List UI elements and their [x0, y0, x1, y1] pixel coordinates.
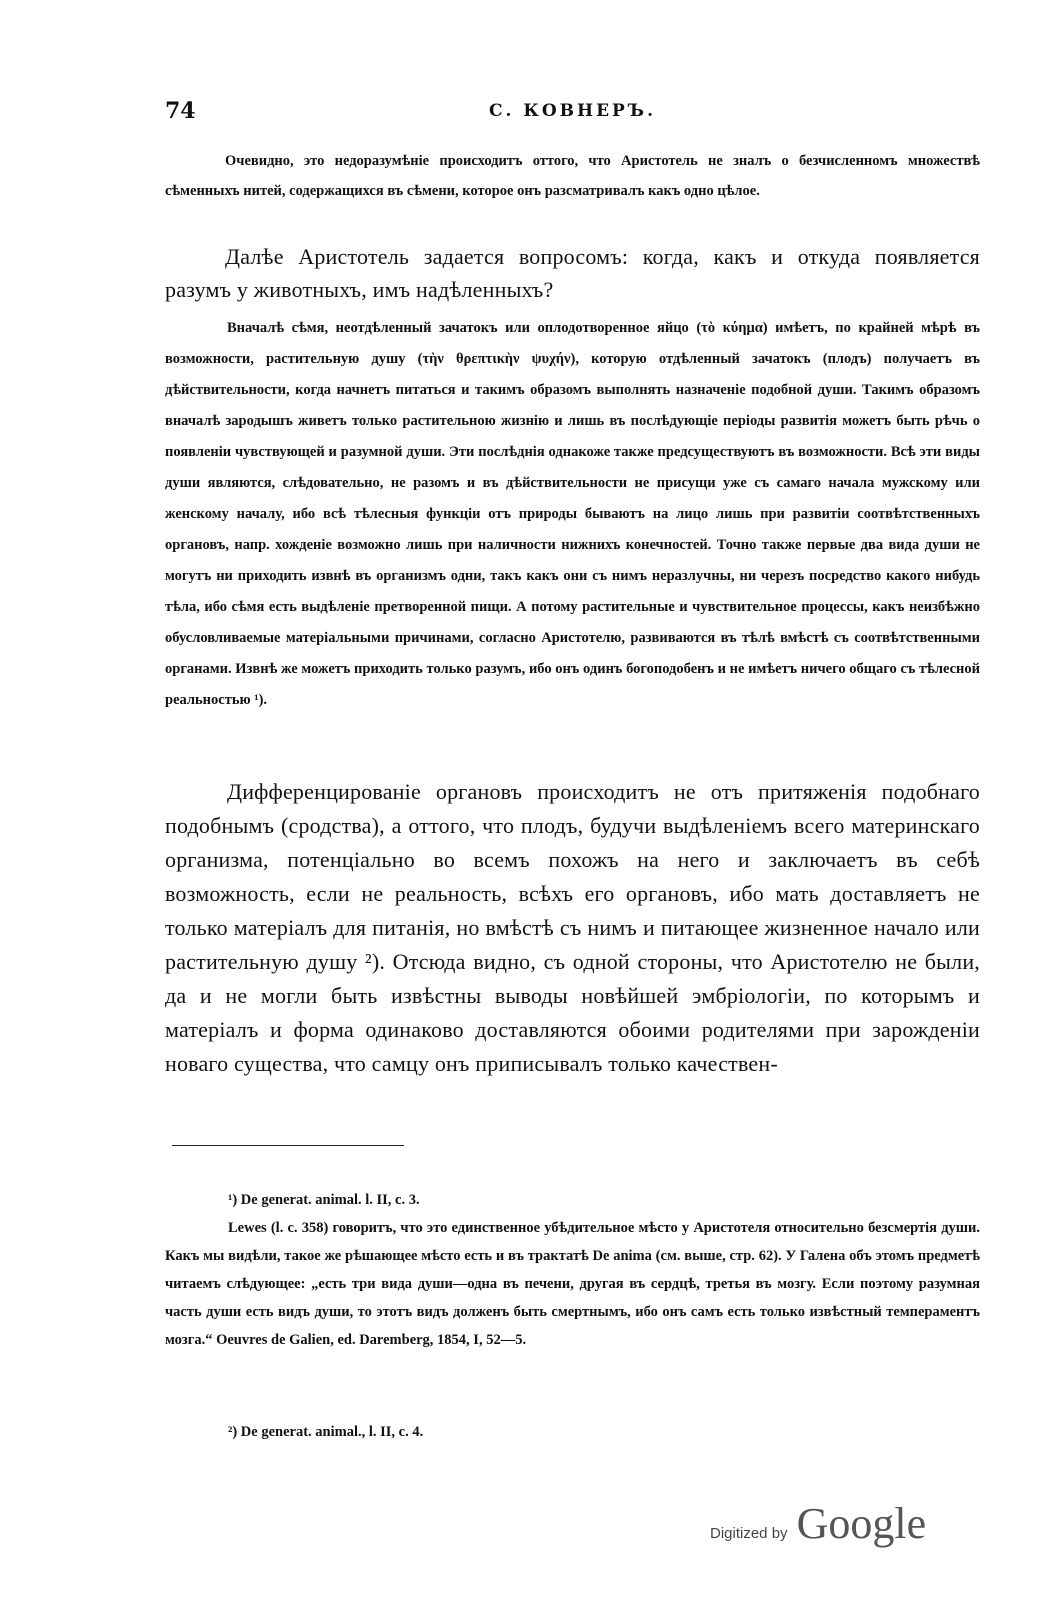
paragraph-soul-development: Вначалѣ сѣмя, неотдѣленный зачатокъ или оплодотворенное яйцо (τὸ κύημα) имѣетъ, по крайней мѣрѣ въ возможности, растительную душу (τὴν θρεπτικὴν ψυχήν), которую отдѣленный зачатокъ (плодъ) получаетъ въ дѣйствительности, когда начнетъ питаться и такимъ образомъ выполнять назначеніе подобной души. Такимъ образомъ вначалѣ зародышъ живетъ только растительною жизнію и лишь въ послѣдующіе періоды развитія можетъ быть рѣчь о появленіи чувствующей и разумной души. Эти послѣднія однакоже также предсуществуютъ въ возможности. Всѣ эти виды души являются, слѣдовательно, не разомъ и въ дѣйствительности не присущи уже съ самаго начала мужскому или женскому началу, ибо всѣ тѣлесныя функціи отъ природы бываютъ на лицо лишь при развитіи соотвѣтственныхъ органовъ, напр. хожденіе возможно лишь при наличности нижнихъ конечностей. Точно также первые два вида души не могутъ ни приходить извнѣ въ организмъ одни, такъ какъ они съ нимъ неразлучны, ни черезъ посредство какого нибудь тѣла, ибо сѣмя есть выдѣленіе претворенной пищи. А потому растительные и чувствительное процессы, какъ неизбѣжно обусловливаемые матеріальными причинами, согласно Аристотелю, развиваются въ тѣлѣ вмѣстѣ съ соотвѣтственными органами. Извнѣ же можетъ приходить только разумъ, ибо онъ одинъ богоподобенъ и не имѣетъ ничего общаго съ тѣлесной реальностью ¹).	[165, 320, 980, 708]
running-head	[165, 98, 980, 128]
paragraph-question: Далѣе Аристотель задается вопросомъ: когда, какъ и откуда появляется разумъ у животныхъ, имъ надѣленныхъ?	[165, 244, 980, 302]
google-logo: Google	[796, 1499, 927, 1548]
digitized-label: Digitized by	[710, 1525, 788, 1542]
footnote-2: ²) De generat. animal., l. II, c. 4.	[228, 1424, 424, 1440]
running-title: С. КОВНЕРЪ.	[489, 101, 656, 121]
paragraph-differentiation: Дифференцированіе органовъ происходитъ не отъ притяженія подобнаго подобнымъ (сродства), а оттого, что плодъ, будучи выдѣленіемъ всего материнскаго организма, потенціально во всемъ похожъ на него и заключаетъ въ себѣ возможность, если не реальность, всѣхъ его органовъ, ибо мать доставляетъ не только матеріалъ для питанія, но вмѣстѣ съ нимъ и питающее жизненное начало или растительную душу ²). Отсюда видно, съ одной стороны, что Аристотелю не были, да и не могли быть извѣстны выводы новѣйшей эмбріологіи, по которымъ и матеріалъ и форма одинаково доставляются обоими родителями при зарожденіи новаго существа, что самцу онъ приписывалъ только качествен-	[165, 779, 980, 1076]
page-number: 74	[165, 98, 196, 124]
footnote-divider	[172, 1145, 404, 1146]
digitized-watermark	[710, 1498, 926, 1548]
footnote-1: ¹) De generat. animal. l. II, c. 3.	[228, 1192, 420, 1208]
footnote-1-continuation: Lewes (l. c. 358) говоритъ, что это единственное убѣдительное мѣсто у Аристотеля относительно безсмертія души. Какъ мы видѣли, такое же рѣшающее мѣсто есть и въ трактатѣ De anima (см. выше, стр. 62). У Галена объ этомъ предметѣ читаемъ слѣдующее: „есть три вида души—одна въ печени, другая въ сердцѣ, третья въ мозгу. Если поэтому разумная часть души есть видъ души, то этотъ видъ долженъ быть смертнымъ, ибо онъ самъ есть только извѣстный темпераментъ мозга.“ Oeuvres de Galien, ed. Daremberg, 1854, I, 52—5.	[165, 1220, 980, 1348]
paragraph-intro-small: Очевидно, это недоразумѣніе происходитъ оттого, что Аристотель не зналъ о безчисленномъ множествѣ сѣменныхъ нитей, содержащихся въ сѣмени, которое онъ разсматривалъ какъ одно цѣлое.	[165, 153, 980, 199]
